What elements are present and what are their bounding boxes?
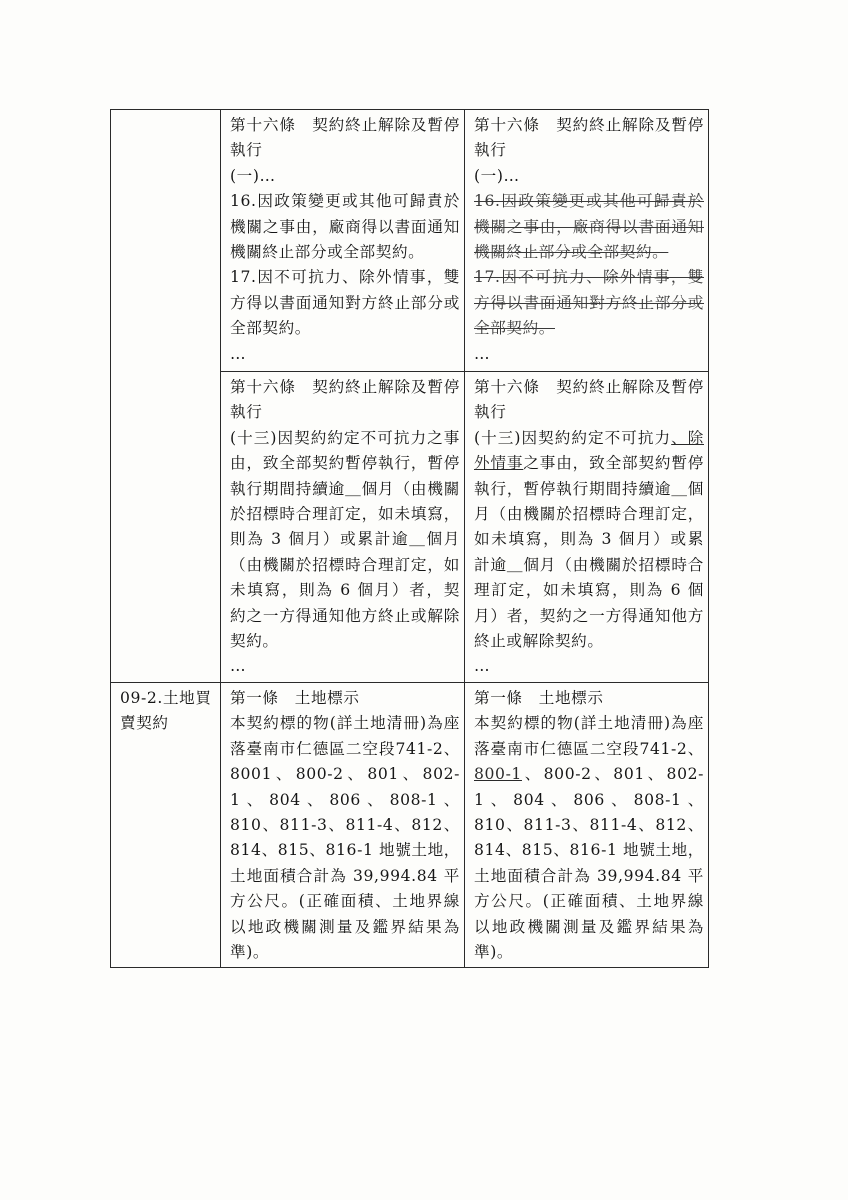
table-row	[111, 682, 709, 967]
clause-body: 本契約標的物(詳土地清冊)為座落臺南市仁德區二空段741-2、8001、800-2、801、802-1、804、806、808-1、810、811-3、811-4、812、814、815、816-1 地號土地，土地面積合計為 39,994.84 平方公尺。(正確面積、土地界線以地政機關測量及鑑界結果為準)。	[230, 714, 460, 961]
body-after: 、800-2、801、802-1、804、806、808-1、810、811-3、811-4、812、814、815、816-1 地號土地，土地面積合計為 39,994.84 平方公尺。(正確面積、土地界線以地政機關測量及鑑界結果為準)。	[474, 765, 704, 961]
body-before: (十三)因契約約定不可抗力	[474, 428, 672, 447]
clause-ellipsis: …	[474, 657, 491, 676]
clause-heading: 第十六條 契約終止解除及暫停執行	[474, 116, 704, 160]
deleted-item-17: 17.因不可抗力、除外情事，雙方得以書面通知對方終止部分或全部契約。	[474, 268, 704, 338]
original-clause-cell	[221, 682, 465, 967]
clause-ellipsis: …	[230, 344, 247, 363]
clause-sub: (一)…	[474, 166, 520, 185]
clause-heading: 第十六條 契約終止解除及暫停執行	[230, 116, 460, 160]
comparison-table	[110, 109, 709, 968]
revised-clause-cell	[465, 372, 709, 683]
clause-heading: 第十六條 契約終止解除及暫停執行	[230, 378, 460, 422]
inserted-text: 800-1	[474, 765, 522, 784]
row-label	[111, 682, 221, 967]
clause-sub: (一)…	[230, 166, 276, 185]
revised-clause-cell	[465, 110, 709, 372]
revised-clause-cell	[465, 682, 709, 967]
clause-body: (十三)因契約約定不可抗力之事由，致全部契約暫停執行，暫停執行期間持續逾＿個月（由機關於招標時合理訂定，如未填寫，則為 3 個月）或累計逾＿個月（由機關於招標時合理訂定，如未填寫，則為 6 個月）者，契約之一方得通知他方終止或解除契約。	[230, 428, 460, 651]
row-label-text: 09-2.土地買賣契約	[120, 688, 212, 733]
original-clause-cell	[221, 372, 465, 683]
original-clause-cell	[221, 110, 465, 372]
clause-body	[474, 711, 704, 965]
clause-item-16: 16.因政策變更或其他可歸責於機關之事由，廠商得以書面通知機關終止部分或全部契約。	[230, 192, 460, 262]
clause-ellipsis: …	[230, 657, 247, 676]
table-row	[111, 110, 709, 372]
clause-body	[474, 426, 704, 655]
clause-heading: 第一條 土地標示	[230, 688, 360, 707]
clause-ellipsis: …	[474, 344, 491, 363]
deleted-item-16: 16.因政策變更或其他可歸責於機關之事由，廠商得以書面通知機關終止部分或全部契約。	[474, 192, 704, 262]
inserted-text: 、除外情事	[474, 428, 704, 473]
clause-item-17: 17.因不可抗力、除外情事，雙方得以書面通知對方終止部分或全部契約。	[230, 268, 460, 338]
body-before: 本契約標的物(詳土地清冊)為座落臺南市仁德區二空段741-2、	[474, 714, 704, 758]
clause-heading: 第一條 土地標示	[474, 688, 604, 707]
body-after: 之事由，致全部契約暫停執行，暫停執行期間持續逾＿個月（由機關於招標時合理訂定，如未填寫，則為 3 個月）或累計逾＿個月（由機關於招標時合理訂定，如未填寫，則為 6 個月）者，契約之一方得通知他方終止或解除契約。	[474, 454, 704, 651]
clause-heading: 第十六條 契約終止解除及暫停執行	[474, 378, 704, 422]
row-label-empty	[111, 110, 221, 683]
